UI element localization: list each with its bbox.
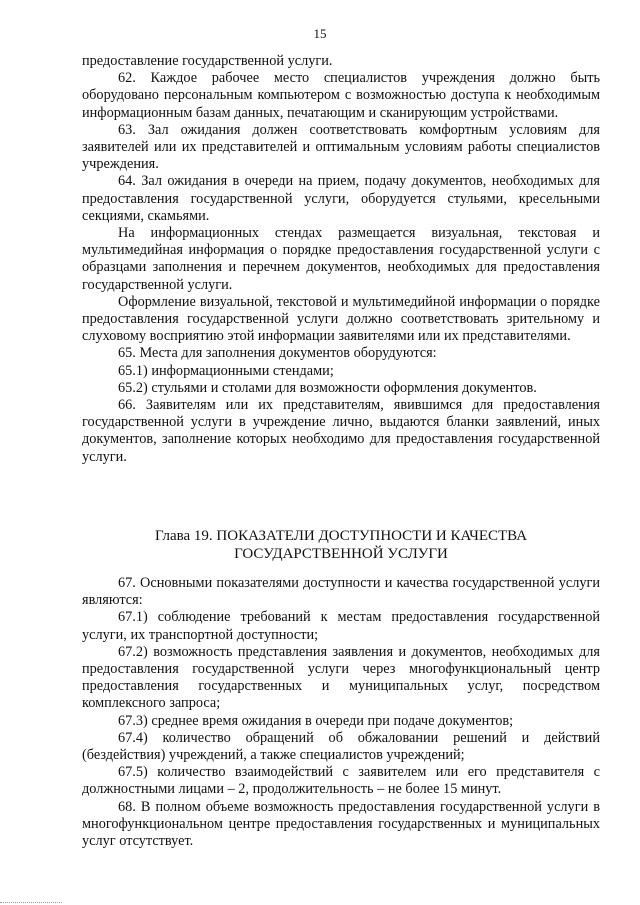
chapter-title-line-1: Глава 19. ПОКАЗАТЕЛИ ДОСТУПНОСТИ И КАЧЕСТВА xyxy=(154,528,528,544)
paragraph-info-design: Оформление визуальной, текстовой и мультимедийной информации о порядке предоставления государственной услуги должно соответствовать зрительному и слуховому восприятию этой информации заявителями или их представителями. xyxy=(82,293,600,345)
paragraph-68: 68. В полном объеме возможность предоставления государственной услуги в многофункциональном центре предоставления государственных и муниципальных услуг отсутствует. xyxy=(82,798,600,850)
paragraph-64: 64. Зал ожидания в очереди на прием, подачу документов, необходимых для предоставления государственной услуги, оборудуется стульями, кресельными секциями, скамьями. xyxy=(82,173,600,224)
paragraph-67-5: 67.5) количество взаимодействий с заявителем или его представителя с должностными лицами – 2, продолжительность – не более 15 минут. xyxy=(82,764,600,798)
paragraph-63: 63. Зал ожидания должен соответствовать комфортным условиям для заявителей или их представителей и оптимальным условиям работы специалистов учреждения. xyxy=(82,121,600,173)
paragraph-66: 66. Заявителям или их представителям, явившимся для предоставления государственной услуги в учреждение лично, выдаются бланки заявлений, иных документов, заполнение которых необходимо для предоставления государственной услуги. xyxy=(82,397,600,465)
page-number: 15 xyxy=(313,26,327,41)
paragraph-62: 62. Каждое рабочее место специалистов учреждения должно быть оборудовано персональным компьютером с возможностью доступа к необходимым информационным базам данных, печатающим и сканирующим устройствами. xyxy=(82,70,600,121)
paragraph-65: 65. Места для заполнения документов оборудуются: xyxy=(118,345,437,362)
paragraph-67: 67. Основными показателями доступности и качества государственной услуги являются: xyxy=(82,575,600,609)
document-body-bottom xyxy=(82,575,600,850)
footer-divider xyxy=(0,902,62,903)
paragraph-65-1: 65.1) информационными стендами; xyxy=(118,362,334,379)
document-body-top xyxy=(82,53,600,466)
paragraph-67-3: 67.3) среднее время ожидания в очереди при подаче документов; xyxy=(118,712,514,729)
paragraph-65-2: 65.2) стульями и столами для возможности оформления документов. xyxy=(118,379,537,396)
paragraph-info-stands: На информационных стендах размещается визуальная, текстовая и мультимедийная информация о порядке предоставления государственной услуги с образцами заполнения и перечнем документов, необходимых для предоставления государственной услуги. xyxy=(82,225,600,293)
paragraph-67-2: 67.2) возможность представления заявления и документов, необходимых для предоставления государственной услуги через многофункциональный центр предоставления государственных и муниципальных услуг, посредством комплексного запроса; xyxy=(82,643,600,712)
chapter-title xyxy=(82,527,600,563)
paragraph-67-4: 67.4) количество обращений об обжаловании решений и действий (бездействия) учреждений, а также специалистов учреждений; xyxy=(82,729,600,764)
paragraph-67-1: 67.1) соблюдение требований к местам предоставления государственной услуги, их транспортной доступности; xyxy=(82,609,600,643)
paragraph-continuation: предоставление государственной услуги. xyxy=(82,53,333,69)
chapter-title-line-2: ГОСУДАРСТВЕННОЙ УСЛУГИ xyxy=(234,546,448,562)
